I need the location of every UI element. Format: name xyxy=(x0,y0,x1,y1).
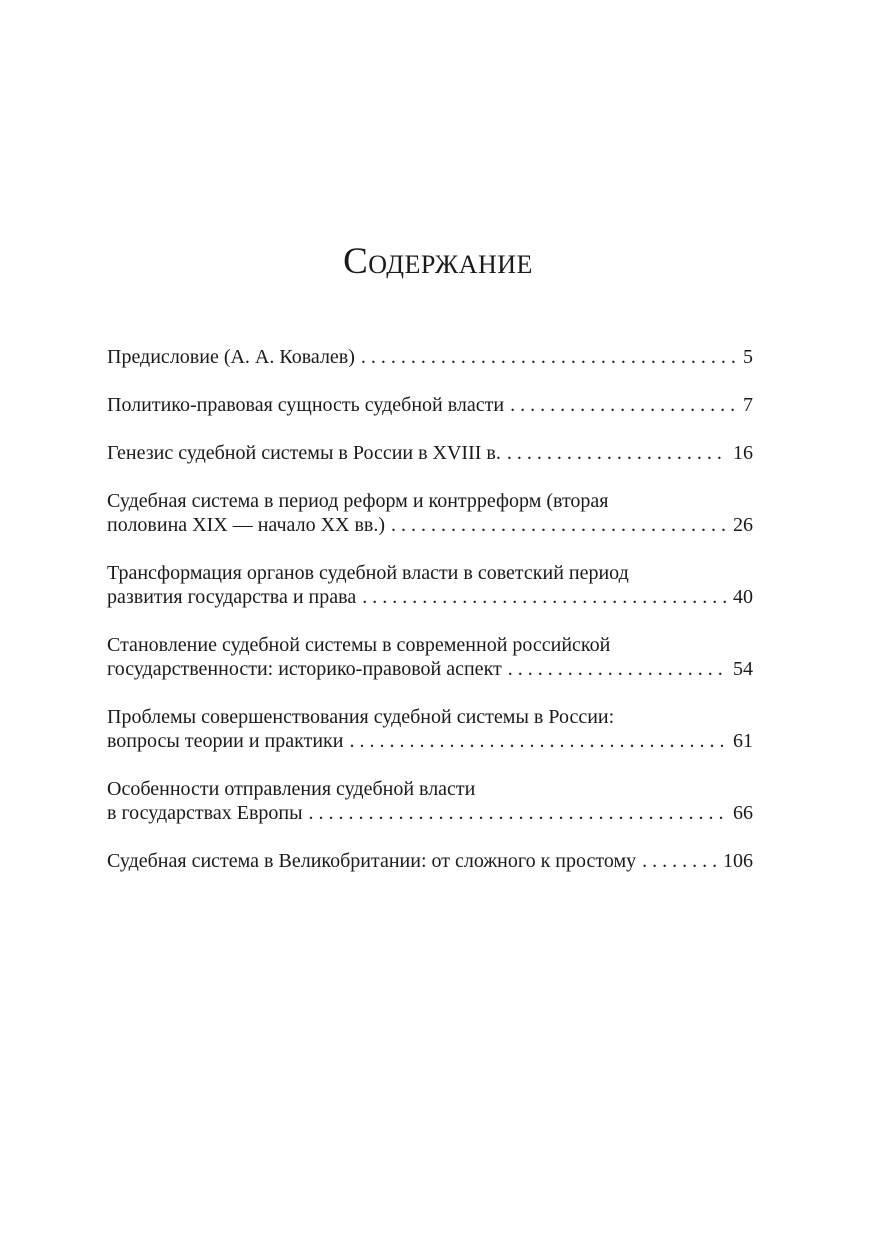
toc-entry-title: Трансформация органов судебной власти в советский период xyxy=(107,562,629,584)
toc-entry-title: Предисловие (А. А. Ковалев) xyxy=(107,346,355,368)
toc-line xyxy=(107,345,753,369)
toc-page-number: 26 xyxy=(733,514,753,536)
toc-line xyxy=(107,801,753,825)
toc-entry-title: Судебная система в Великобритании: от сложного к простому xyxy=(107,850,637,872)
toc-line xyxy=(107,513,753,537)
toc-line xyxy=(107,849,753,873)
toc-page-number: 54 xyxy=(733,658,753,680)
toc-entry xyxy=(107,393,753,417)
toc-leader-dots xyxy=(642,849,717,873)
toc-page-number: 7 xyxy=(743,394,753,416)
toc-line xyxy=(107,657,753,681)
toc-line xyxy=(107,585,753,609)
toc-line xyxy=(107,441,753,465)
toc-leader-dots xyxy=(362,585,727,609)
toc-leader-dots xyxy=(510,393,737,417)
toc-line xyxy=(107,393,753,417)
toc-line xyxy=(107,561,753,585)
toc-entry xyxy=(107,633,753,681)
toc-entry xyxy=(107,849,753,873)
table-of-contents xyxy=(107,345,753,897)
toc-leader-dots xyxy=(391,513,727,537)
toc-entry-title: Проблемы совершенствования судебной системы в России: xyxy=(107,706,615,728)
toc-line xyxy=(107,489,753,513)
toc-line xyxy=(107,729,753,753)
toc-leader-dots xyxy=(507,441,727,465)
toc-leader-dots xyxy=(349,729,727,753)
toc-entry-title: Особенности отправления судебной власти xyxy=(107,778,476,800)
toc-entry-title-continued: развития государства и права xyxy=(107,586,357,608)
toc-page-number: 61 xyxy=(733,730,753,752)
toc-entry-title: Политико-правовая сущность судебной власти xyxy=(107,394,505,416)
toc-entry-title: Становление судебной системы в современной российской xyxy=(107,634,611,656)
toc-leader-dots xyxy=(361,345,737,369)
toc-page-number: 66 xyxy=(733,802,753,824)
toc-line xyxy=(107,633,753,657)
toc-entry-title: Судебная система в период реформ и контрреформ (вторая xyxy=(107,490,609,512)
toc-entry-title-continued: в государствах Европы xyxy=(107,802,303,824)
toc-line xyxy=(107,777,753,801)
toc-page-number: 40 xyxy=(733,586,753,608)
toc-page-number: 5 xyxy=(743,346,753,368)
toc-leader-dots xyxy=(309,801,727,825)
toc-entry-title-continued: вопросы теории и практики xyxy=(107,730,344,752)
toc-entry-title-continued: половина XIX — начало XX вв.) xyxy=(107,514,385,536)
toc-entry xyxy=(107,777,753,825)
page-title: Содержание xyxy=(343,241,533,282)
toc-entry-title: Генезис судебной системы в России в XVIII в. xyxy=(107,442,501,464)
toc-leader-dots xyxy=(508,657,727,681)
toc-entry-title-continued: государственности: историко-правовой аспект xyxy=(107,658,502,680)
toc-entry xyxy=(107,705,753,753)
toc-page-number: 106 xyxy=(723,850,753,872)
toc-line xyxy=(107,705,753,729)
toc-entry xyxy=(107,561,753,609)
toc-entry xyxy=(107,489,753,537)
toc-entry xyxy=(107,345,753,369)
toc-entry xyxy=(107,441,753,465)
toc-page-number: 16 xyxy=(733,442,753,464)
